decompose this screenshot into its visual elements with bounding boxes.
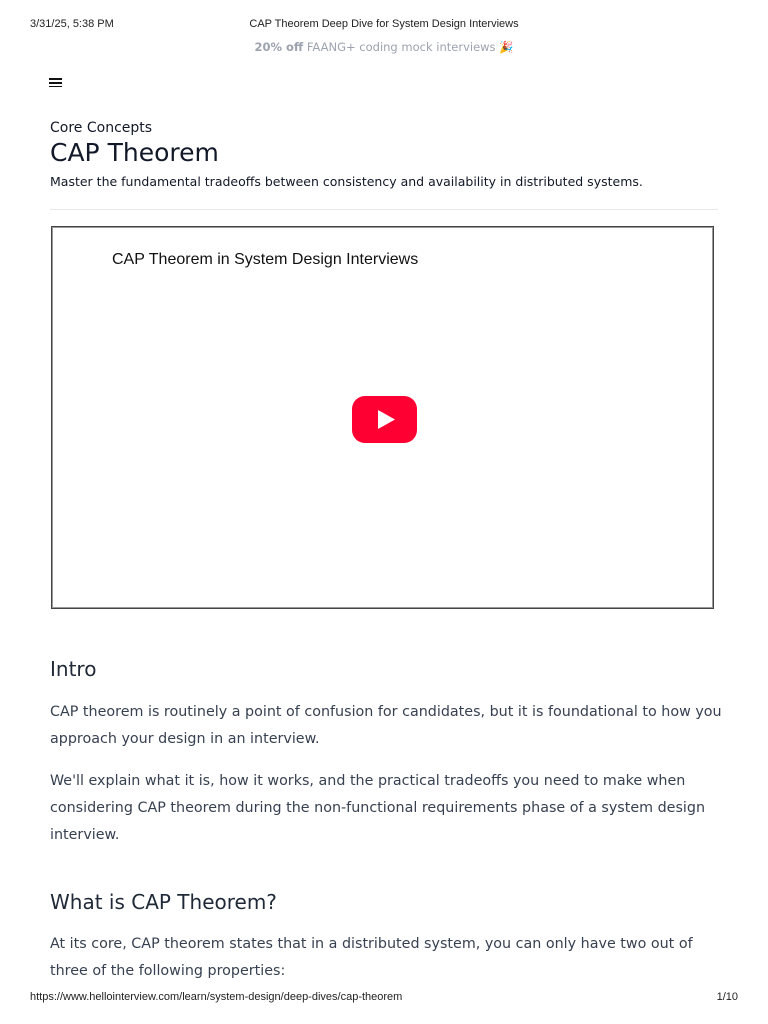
page-title: CAP Theorem: [50, 138, 219, 167]
section-heading-what-is-cap: What is CAP Theorem?: [50, 890, 277, 914]
category-label: Core Concepts: [50, 120, 153, 136]
promo-discount: 20% off: [254, 40, 304, 54]
print-document-title: CAP Theorem Deep Dive for System Design Interviews: [249, 18, 519, 30]
print-datetime: 3/31/25, 5:38 PM: [30, 18, 114, 30]
section-heading-intro: Intro: [50, 657, 97, 681]
promo-text: FAANG+ coding mock interviews 🎉: [306, 40, 514, 54]
print-header: [0, 18, 768, 34]
hamburger-menu-icon[interactable]: [49, 76, 65, 90]
intro-paragraph-2: We'll explain what it is, how it works, and the practical tradeoffs you need to make when considering CAP theorem during the non-functional requirements phase of a system design interview.: [50, 773, 706, 843]
promo-banner[interactable]: [0, 40, 768, 54]
page-subtitle: Master the fundamental tradeoffs between consistency and availability in distributed systems.: [50, 174, 643, 189]
what-is-cap-paragraph-1: At its core, CAP theorem states that in a distributed system, you can only have two out of three of the following properties:: [50, 936, 693, 979]
header-divider: [50, 209, 718, 210]
print-page-number: 1/10: [716, 991, 738, 1003]
print-url: https://www.hellointerview.com/learn/system-design/deep-dives/cap-theorem: [30, 991, 403, 1003]
intro-paragraph-1: CAP theorem is routinely a point of confusion for candidates, but it is foundational to how you approach your design in an interview.: [50, 704, 722, 747]
youtube-play-icon[interactable]: [352, 396, 417, 443]
video-title[interactable]: CAP Theorem in System Design Interviews: [112, 251, 419, 268]
video-embed[interactable]: [51, 226, 714, 609]
